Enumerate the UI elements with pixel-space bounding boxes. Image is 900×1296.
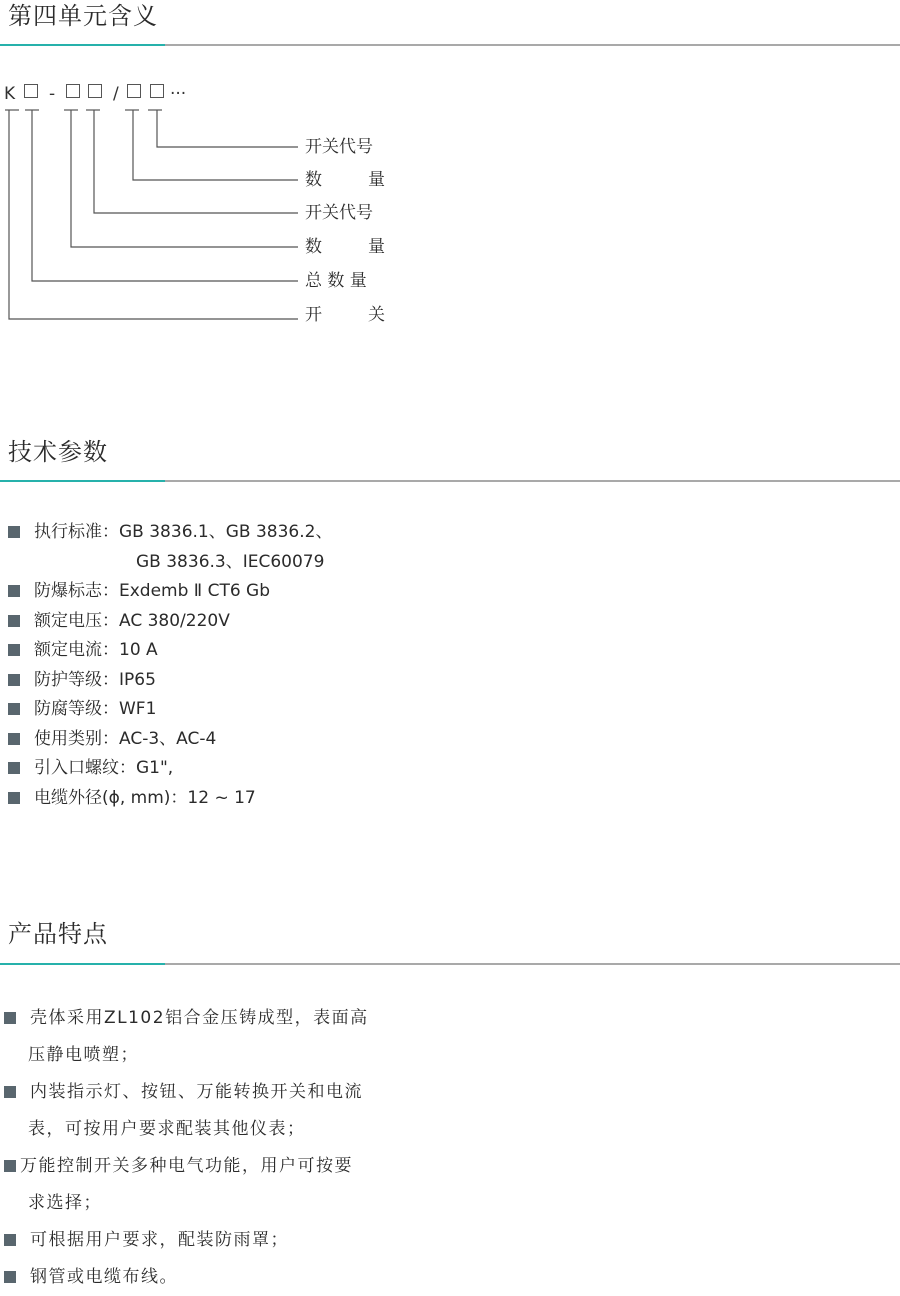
feature-item-cont — [4, 1185, 369, 1222]
param-standard — [8, 518, 332, 548]
bullet-square — [8, 585, 20, 597]
feature-text: 内装指示灯、按钮、万能转换开关和电流 — [30, 1082, 363, 1102]
param-rated-voltage — [8, 607, 332, 637]
bullet-square — [8, 792, 20, 804]
label-switch-code: 开关代号 — [305, 203, 373, 223]
features-list — [4, 1000, 369, 1296]
feature-text: 万能控制开关多种电气功能，用户可按要 — [20, 1156, 353, 1176]
bullet-square — [8, 644, 20, 656]
param-value: Exdemb Ⅱ CT6 Gb — [119, 581, 271, 601]
feature-item-cont — [4, 1111, 369, 1148]
bullet-square — [4, 1234, 16, 1246]
code-leader-lines — [0, 0, 900, 340]
feature-item-cont — [4, 1037, 369, 1074]
label-quantity-char-1: 数 — [305, 237, 322, 257]
param-value: G1", — [136, 758, 174, 778]
code-ellipsis: ··· — [170, 84, 187, 104]
feature-text: 表，可按用户要求配装其他仪表； — [28, 1119, 306, 1139]
feature-item — [4, 1000, 369, 1037]
label-quantity-char-1: 数 — [305, 170, 322, 190]
param-value: GB 3836.3、IEC60079 — [136, 551, 325, 572]
feature-item — [4, 1074, 369, 1111]
label-switch-char-1: 开 — [305, 305, 322, 325]
bullet-square — [8, 674, 20, 686]
bullet-square — [8, 615, 20, 627]
label-total-quantity: 总 数 量 — [305, 271, 367, 291]
section-divider — [0, 480, 900, 482]
label-quantity-char-2: 量 — [368, 237, 385, 257]
param-standard-cont — [8, 548, 332, 578]
param-label: 电缆外径(ϕ, mm)： — [34, 787, 188, 808]
label-quantity-char-2: 量 — [368, 170, 385, 190]
feature-text: 壳体采用ZL102铝合金压铸成型，表面高 — [30, 1008, 369, 1028]
bullet-square — [4, 1271, 16, 1283]
bullet-square — [8, 733, 20, 745]
feature-item — [4, 1148, 369, 1185]
bullet-square — [8, 703, 20, 715]
param-label: 防爆标志： — [34, 581, 119, 601]
label-switch-char-2: 关 — [368, 305, 385, 325]
param-label: 额定电压： — [34, 610, 119, 631]
code-slash: / — [113, 84, 119, 104]
param-label: 防腐等级： — [34, 699, 119, 719]
param-value: 12 ~ 17 — [187, 787, 256, 808]
code-prefix: K — [4, 84, 16, 104]
section-divider — [0, 963, 900, 965]
bullet-square — [4, 1160, 16, 1172]
label-switch — [305, 305, 385, 325]
param-value: WF1 — [119, 699, 157, 719]
bullet-square — [4, 1086, 16, 1098]
feature-text: 求选择； — [28, 1193, 102, 1213]
tech-params-list — [8, 518, 332, 813]
code-dash: - — [49, 84, 56, 104]
label-quantity — [305, 237, 385, 257]
param-value: AC 380/220V — [119, 610, 230, 631]
param-cable-diameter — [8, 784, 332, 814]
label-quantity — [305, 170, 385, 190]
section-title-tech: 技术参数 — [8, 438, 108, 466]
section-title-meaning: 第四单元含义 — [8, 2, 158, 30]
param-label: 执行标准： — [34, 522, 119, 542]
param-anticorrosion-level — [8, 695, 332, 725]
section-title-features: 产品特点 — [8, 920, 108, 948]
param-rated-current — [8, 636, 332, 666]
feature-text: 压静电喷塑； — [28, 1045, 139, 1065]
feature-text: 可根据用户要求，配装防雨罩； — [30, 1230, 289, 1250]
param-value: GB 3836.1、GB 3836.2、 — [119, 522, 333, 542]
bullet-square — [8, 526, 20, 538]
feature-item — [4, 1222, 369, 1259]
feature-text: 钢管或电缆布线。 — [30, 1267, 178, 1287]
param-label: 防护等级： — [34, 669, 119, 690]
param-label: 使用类别： — [34, 728, 119, 749]
param-label: 额定电流： — [34, 640, 119, 660]
feature-item — [4, 1259, 369, 1296]
param-value: 10 A — [119, 640, 158, 660]
param-protection-level — [8, 666, 332, 696]
param-label: 引入口螺纹： — [34, 758, 136, 778]
param-entry-thread — [8, 754, 332, 784]
param-usage-category — [8, 725, 332, 755]
bullet-square — [4, 1012, 16, 1024]
param-explosion-mark — [8, 577, 332, 607]
param-value: AC-3、AC-4 — [119, 728, 217, 749]
param-value: IP65 — [119, 669, 156, 690]
label-switch-code: 开关代号 — [305, 137, 373, 157]
bullet-square — [8, 762, 20, 774]
